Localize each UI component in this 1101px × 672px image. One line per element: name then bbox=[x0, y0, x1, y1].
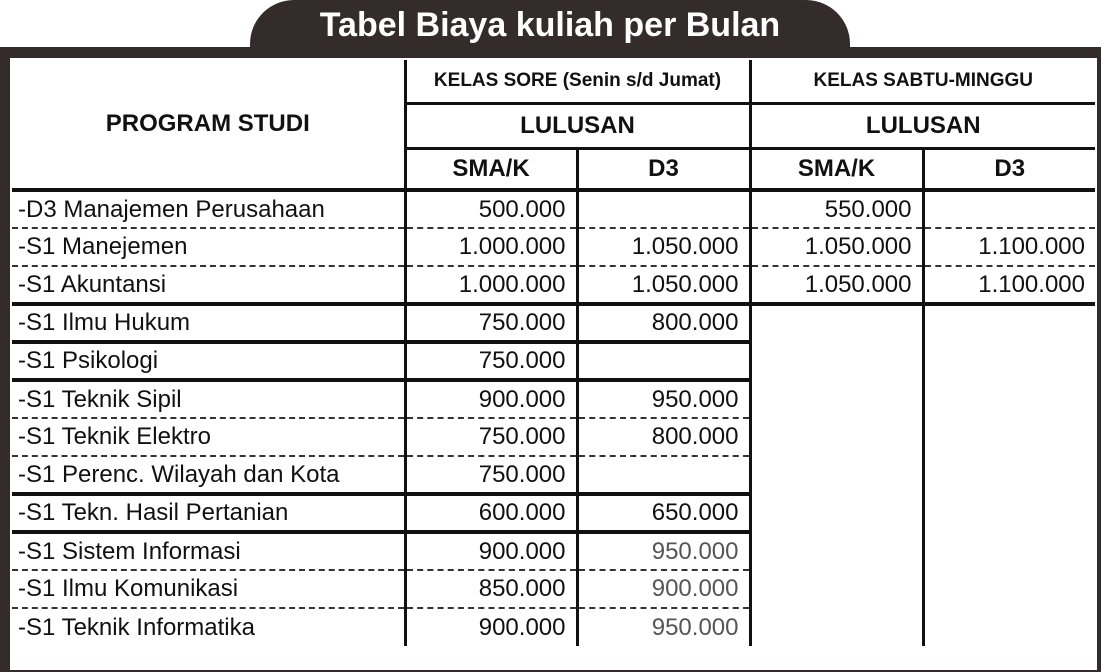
header-row-class bbox=[12, 60, 1095, 104]
header-sore-sma: SMA/K bbox=[405, 149, 577, 191]
program-cell: -S1 Teknik Sipil bbox=[12, 380, 405, 418]
program-cell: -D3 Manajemen Perusahaan bbox=[12, 190, 405, 228]
sabtu-d3-cell bbox=[923, 456, 1095, 494]
sore-d3-cell: 950.000 bbox=[577, 608, 750, 646]
sabtu-d3-cell: 1.100.000 bbox=[923, 266, 1095, 304]
sore-d3-cell: 800.000 bbox=[577, 304, 750, 342]
table-row bbox=[12, 380, 1095, 418]
sabtu-d3-cell bbox=[923, 570, 1095, 608]
sabtu-sma-cell bbox=[750, 608, 923, 646]
sore-sma-cell: 850.000 bbox=[405, 570, 577, 608]
sabtu-d3-cell bbox=[923, 494, 1095, 532]
header-kelas-sabtu-minggu: KELAS SABTU-MINGGU bbox=[750, 60, 1095, 104]
program-cell: -S1 Ilmu Hukum bbox=[12, 304, 405, 342]
sore-sma-cell: 750.000 bbox=[405, 456, 577, 494]
table-row bbox=[12, 190, 1095, 228]
sabtu-sma-cell bbox=[750, 418, 923, 456]
header-program-studi: PROGRAM STUDI bbox=[12, 60, 405, 190]
sore-d3-cell: 650.000 bbox=[577, 494, 750, 532]
sabtu-sma-cell bbox=[750, 380, 923, 418]
sore-d3-cell: 1.050.000 bbox=[577, 228, 750, 266]
sore-sma-cell: 900.000 bbox=[405, 608, 577, 646]
tuition-table bbox=[12, 60, 1095, 646]
header-sabtu-d3: D3 bbox=[923, 149, 1095, 191]
sabtu-d3-cell bbox=[923, 532, 1095, 570]
table-row bbox=[12, 532, 1095, 570]
program-cell: -S1 Teknik Elektro bbox=[12, 418, 405, 456]
header-kelas-sore: KELAS SORE (Senin s/d Jumat) bbox=[405, 60, 750, 104]
sabtu-sma-cell: 1.050.000 bbox=[750, 228, 923, 266]
title-tab bbox=[250, 0, 850, 56]
program-cell: -S1 Ilmu Komunikasi bbox=[12, 570, 405, 608]
table-row bbox=[12, 494, 1095, 532]
sabtu-sma-cell bbox=[750, 456, 923, 494]
sabtu-d3-cell bbox=[923, 380, 1095, 418]
sore-d3-cell: 800.000 bbox=[577, 418, 750, 456]
program-cell: -S1 Psikologi bbox=[12, 342, 405, 380]
sore-d3-cell: 950.000 bbox=[577, 532, 750, 570]
sabtu-d3-cell bbox=[923, 304, 1095, 342]
sore-sma-cell: 600.000 bbox=[405, 494, 577, 532]
sabtu-sma-cell: 1.050.000 bbox=[750, 266, 923, 304]
sabtu-sma-cell bbox=[750, 342, 923, 380]
page-title: Tabel Biaya kuliah per Bulan bbox=[319, 6, 781, 44]
header-sore-d3: D3 bbox=[577, 149, 750, 191]
program-cell: -S1 Akuntansi bbox=[12, 266, 405, 304]
header-lulusan-sore: LULUSAN bbox=[405, 104, 750, 149]
table-row bbox=[12, 570, 1095, 608]
sore-sma-cell: 900.000 bbox=[405, 380, 577, 418]
program-cell: -S1 Tekn. Hasil Pertanian bbox=[12, 494, 405, 532]
table-row bbox=[12, 228, 1095, 266]
sore-sma-cell: 750.000 bbox=[405, 418, 577, 456]
sore-d3-cell: 950.000 bbox=[577, 380, 750, 418]
sabtu-d3-cell: 1.100.000 bbox=[923, 228, 1095, 266]
sore-d3-cell: 1.050.000 bbox=[577, 266, 750, 304]
sabtu-sma-cell bbox=[750, 304, 923, 342]
sabtu-d3-cell bbox=[923, 190, 1095, 228]
table-row bbox=[12, 418, 1095, 456]
header-lulusan-sabtu: LULUSAN bbox=[750, 104, 1095, 149]
sabtu-sma-cell bbox=[750, 570, 923, 608]
sabtu-d3-cell bbox=[923, 342, 1095, 380]
sore-sma-cell: 750.000 bbox=[405, 342, 577, 380]
sore-d3-cell: 900.000 bbox=[577, 570, 750, 608]
sabtu-d3-cell bbox=[923, 608, 1095, 646]
sore-sma-cell: 500.000 bbox=[405, 190, 577, 228]
sore-d3-cell bbox=[577, 342, 750, 380]
sore-sma-cell: 750.000 bbox=[405, 304, 577, 342]
program-cell: -S1 Perenc. Wilayah dan Kota bbox=[12, 456, 405, 494]
header-sabtu-sma: SMA/K bbox=[750, 149, 923, 191]
sore-d3-cell bbox=[577, 456, 750, 494]
program-cell: -S1 Sistem Informasi bbox=[12, 532, 405, 570]
table-row bbox=[12, 342, 1095, 380]
sore-sma-cell: 900.000 bbox=[405, 532, 577, 570]
sore-sma-cell: 1.000.000 bbox=[405, 228, 577, 266]
sabtu-sma-cell bbox=[750, 532, 923, 570]
sabtu-d3-cell bbox=[923, 418, 1095, 456]
table-row bbox=[12, 608, 1095, 646]
program-cell: -S1 Manejemen bbox=[12, 228, 405, 266]
table-row bbox=[12, 266, 1095, 304]
table-row bbox=[12, 456, 1095, 494]
sore-d3-cell bbox=[577, 190, 750, 228]
sabtu-sma-cell: 550.000 bbox=[750, 190, 923, 228]
program-cell: -S1 Teknik Informatika bbox=[18, 613, 255, 641]
sore-sma-cell: 1.000.000 bbox=[405, 266, 577, 304]
table-row bbox=[12, 304, 1095, 342]
sabtu-sma-cell bbox=[750, 494, 923, 532]
